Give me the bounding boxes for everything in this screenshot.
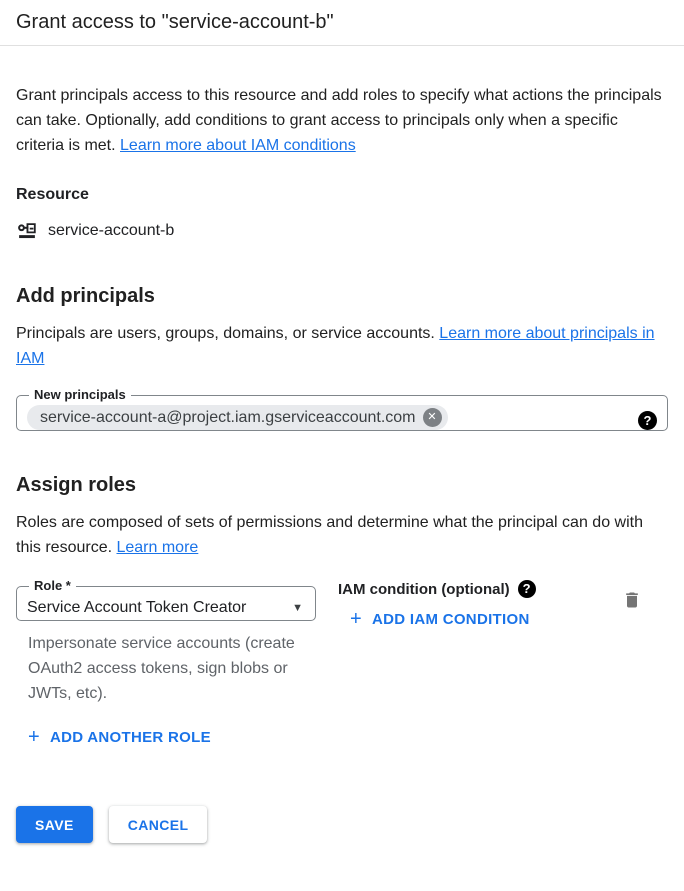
plus-icon: + — [28, 726, 40, 748]
dialog-title: Grant access to "service-account-b" — [16, 11, 334, 33]
principals-help-icon[interactable]: ? — [638, 411, 657, 430]
principal-chip[interactable] — [27, 405, 448, 430]
delete-icon — [622, 590, 642, 610]
resource-name: service-account-b — [48, 222, 175, 239]
intro-text — [16, 83, 668, 158]
chevron-down-icon: ▼ — [292, 602, 303, 614]
add-iam-condition-button[interactable] — [350, 610, 530, 628]
dialog-body — [0, 83, 684, 861]
add-iam-condition-label: ADD IAM CONDITION — [371, 610, 530, 628]
principal-chip-value: service-account-a@project.iam.gserviceaccount.com — [40, 408, 416, 426]
add-another-role-button[interactable] — [28, 728, 211, 746]
add-principals-text-body: Principals are users, groups, domains, or service accounts. — [16, 325, 440, 342]
resource-row — [16, 220, 668, 242]
add-principals-text — [16, 321, 668, 371]
role-description: Impersonate service accounts (create OAuth2 access tokens, sign blobs or JWTs, etc). — [28, 635, 295, 702]
role-label: Role * — [34, 578, 71, 593]
service-account-key-icon — [16, 220, 38, 242]
chip-remove-icon[interactable]: ✕ — [423, 408, 442, 427]
add-another-role-row — [16, 728, 668, 748]
add-another-role-label: ADD ANOTHER ROLE — [49, 728, 211, 746]
plus-icon: + — [350, 608, 362, 630]
dialog-footer — [16, 806, 668, 843]
iam-condition-column — [338, 578, 622, 630]
role-select-field[interactable] — [16, 578, 316, 621]
role-selected-value: Service Account Token Creator — [27, 599, 247, 616]
iam-conditions-learn-more-link[interactable]: Learn more about IAM conditions — [120, 137, 356, 154]
role-binding-row — [16, 578, 668, 706]
roles-learn-more-link[interactable]: Learn more — [116, 539, 199, 556]
intro-text-body: Grant principals access to this resource and add roles to specify what actions the principals can take. Optionally, add conditions to grant access to principals only when a specific criteria is met. — [16, 87, 662, 154]
assign-roles-text — [16, 510, 668, 560]
iam-condition-label: IAM condition (optional) — [338, 580, 510, 598]
add-principals-heading: Add principals — [16, 285, 155, 307]
assign-roles-text-body: Roles are composed of sets of permissions and determine what the principal can do with this resource. — [16, 514, 643, 556]
resource-heading: Resource — [16, 186, 89, 203]
cancel-button[interactable]: CANCEL — [109, 806, 208, 843]
delete-role-button[interactable] — [622, 590, 642, 610]
save-button[interactable]: SAVE — [16, 806, 93, 843]
dialog-header — [0, 0, 684, 46]
new-principals-field[interactable] — [16, 387, 668, 431]
assign-roles-heading: Assign roles — [16, 474, 137, 496]
role-select[interactable] — [27, 596, 305, 620]
role-column — [16, 578, 316, 706]
iam-condition-help-icon[interactable]: ? — [518, 580, 536, 598]
new-principals-label: New principals — [34, 387, 126, 402]
principals-learn-more-link[interactable]: Learn more about principals in IAM — [16, 325, 655, 367]
